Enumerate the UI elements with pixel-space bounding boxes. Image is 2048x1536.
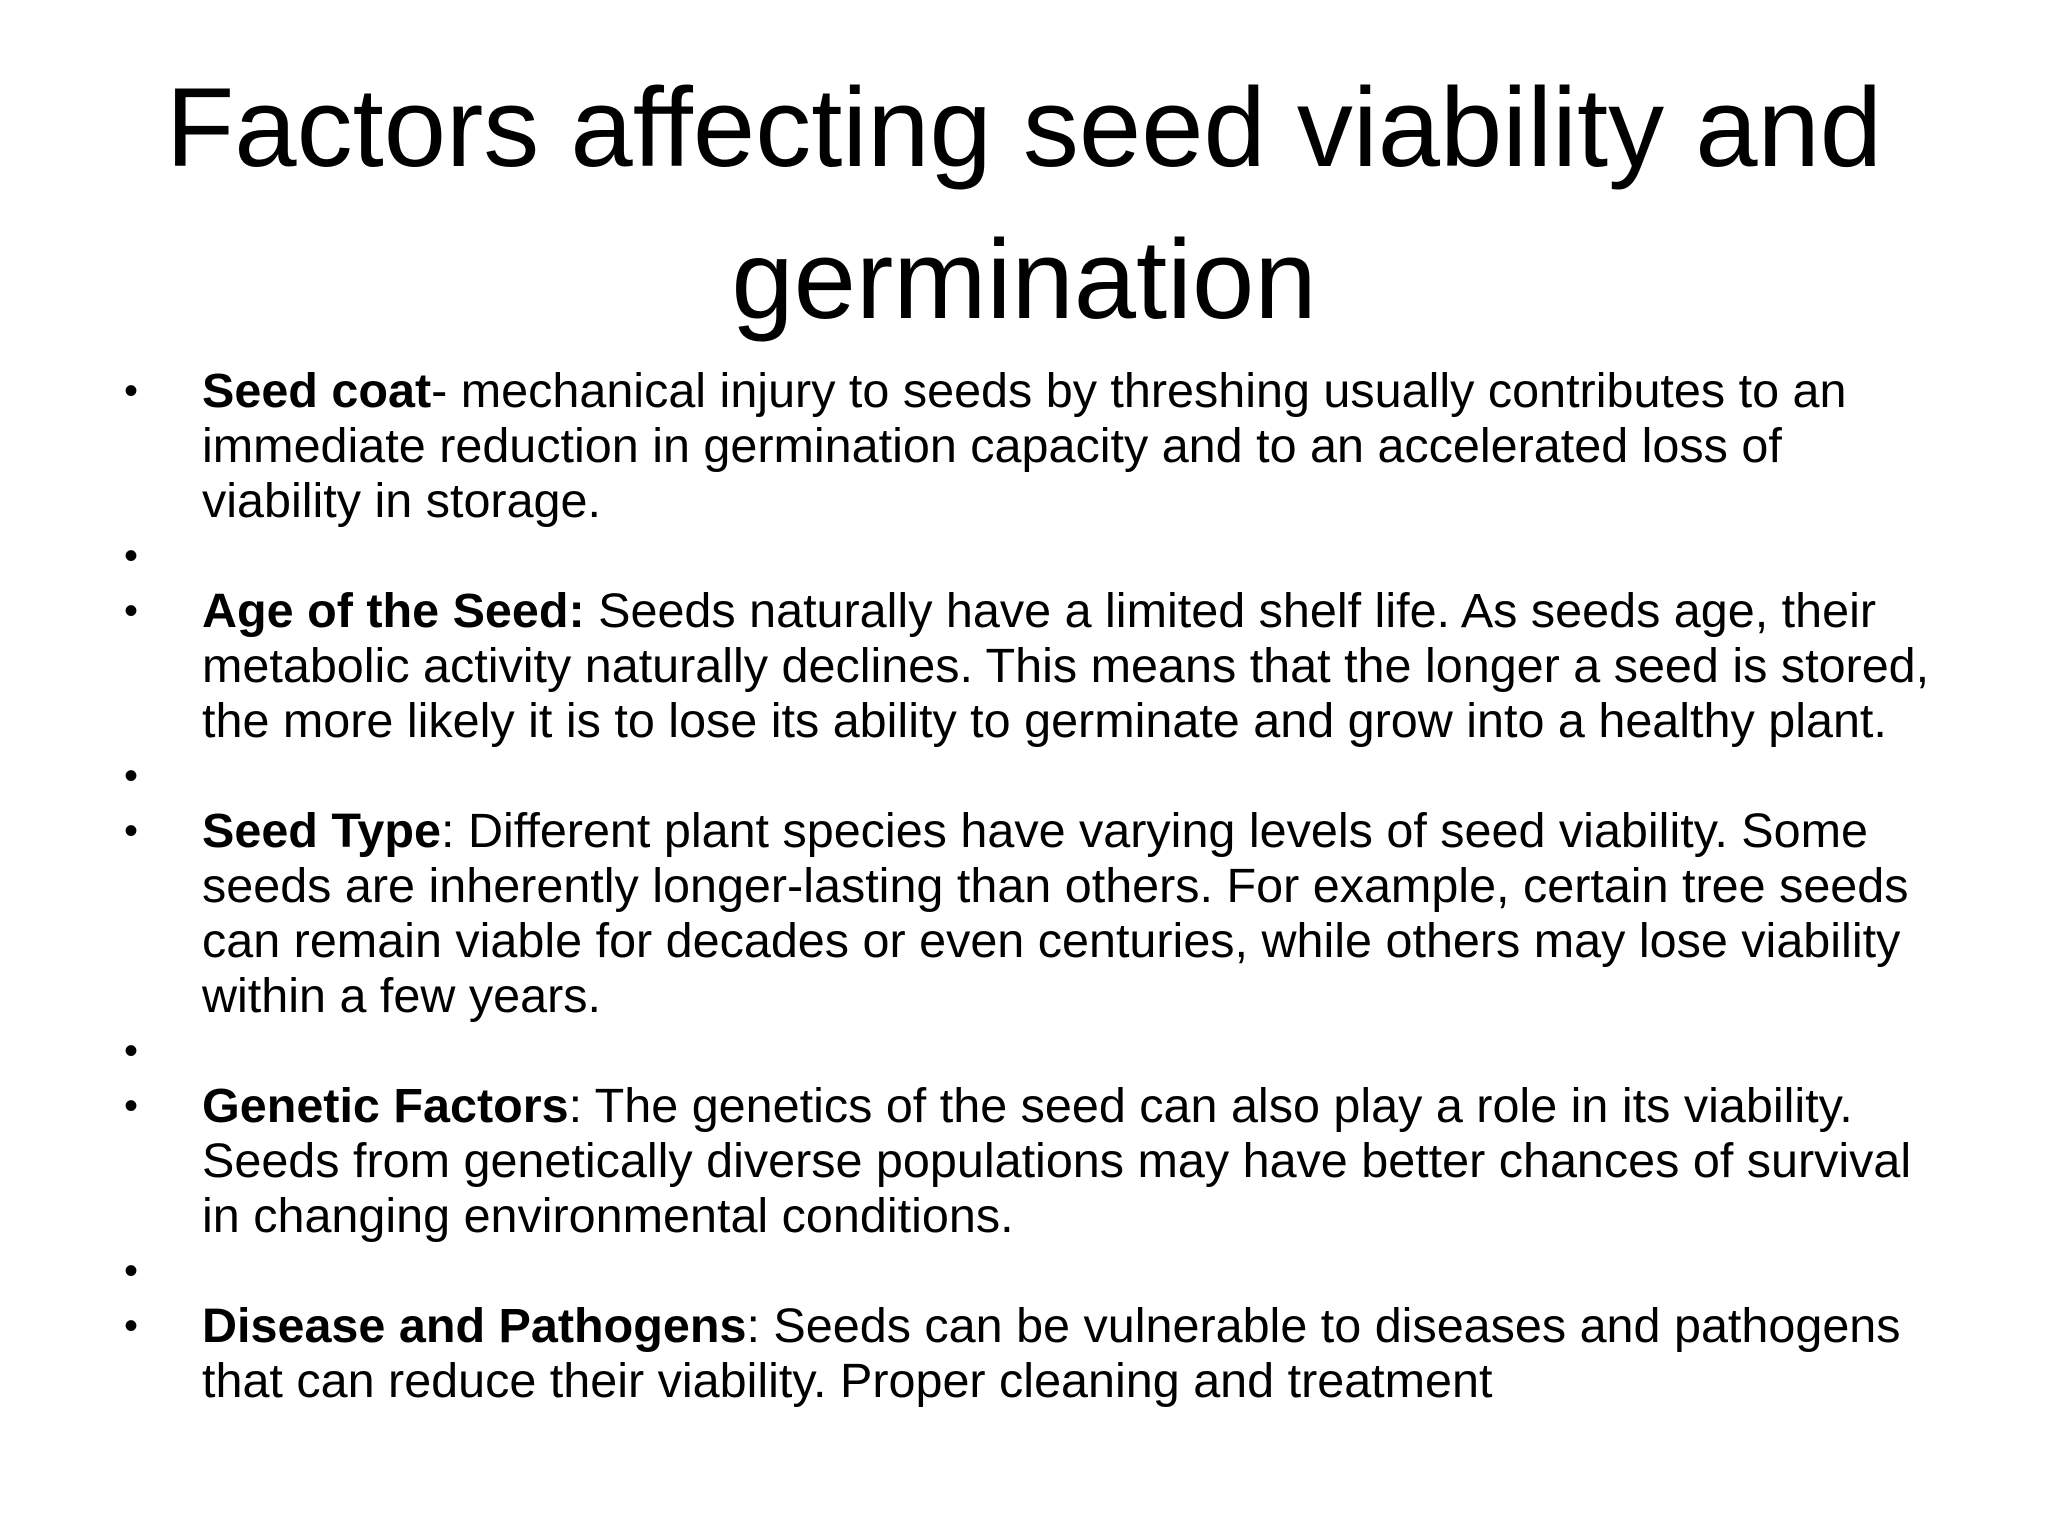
bullet-term: Disease and Pathogens bbox=[202, 1299, 747, 1353]
bullet-dot: • bbox=[124, 1249, 139, 1293]
bullet-item-empty bbox=[124, 1244, 1954, 1299]
bullet-item-empty bbox=[124, 529, 1954, 584]
bullet-term: Seed coat bbox=[202, 364, 432, 418]
bullet-text: - mechanical injury to seeds by threshing usually contributes to an immediate reduction in germination capacity and to an accelerated loss of viability in storage. bbox=[202, 364, 1847, 528]
bullet-item-genetic-factors bbox=[124, 1079, 1954, 1244]
bullet-text: : The genetics of the seed can also play a role in its viability. Seeds from genetically diverse populations may have better chances of survival in changing environmental conditions. bbox=[202, 1079, 1912, 1243]
bullet-item-disease-pathogens bbox=[124, 1299, 1954, 1409]
bullet-text: Seeds naturally have a limited shelf life. As seeds age, their metabolic activity naturally declines. This means that the longer a seed is stored, the more likely it is to lose its ability to germinate and grow into a healthy plant. bbox=[202, 584, 1930, 748]
bullet-dot: • bbox=[124, 1084, 139, 1128]
bullet-dot: • bbox=[124, 754, 139, 798]
bullet-item-seed-coat bbox=[124, 364, 1954, 529]
bullet-item-seed-type bbox=[124, 804, 1954, 1024]
bullet-dot: • bbox=[124, 1304, 139, 1348]
slide-title: Factors affecting seed viability and germination bbox=[165, 65, 1883, 342]
bullet-dot: • bbox=[124, 809, 139, 853]
bullet-term: Seed Type bbox=[202, 804, 441, 858]
bullet-text: : Seeds can be vulnerable to diseases and pathogens that can reduce their viability. Proper cleaning and treatment bbox=[202, 1299, 1901, 1408]
bullet-item-empty bbox=[124, 1024, 1954, 1079]
bullet-text: : Different plant species have varying levels of seed viability. Some seeds are inherently longer-lasting than others. For example, certain tree seeds can remain viable for decades or even centuries, while others may lose viability within a few years. bbox=[202, 804, 1909, 1023]
bullet-dot: • bbox=[124, 1029, 139, 1073]
bullet-item-age-of-seed bbox=[124, 584, 1954, 749]
bullet-dot: • bbox=[124, 369, 139, 413]
bullet-item-empty bbox=[124, 749, 1954, 804]
bullet-dot: • bbox=[124, 589, 139, 633]
bullet-list bbox=[124, 364, 1954, 1409]
bullet-term: Age of the Seed: bbox=[202, 584, 585, 638]
bullet-dot: • bbox=[124, 534, 139, 578]
bullet-term: Genetic Factors bbox=[202, 1079, 569, 1133]
